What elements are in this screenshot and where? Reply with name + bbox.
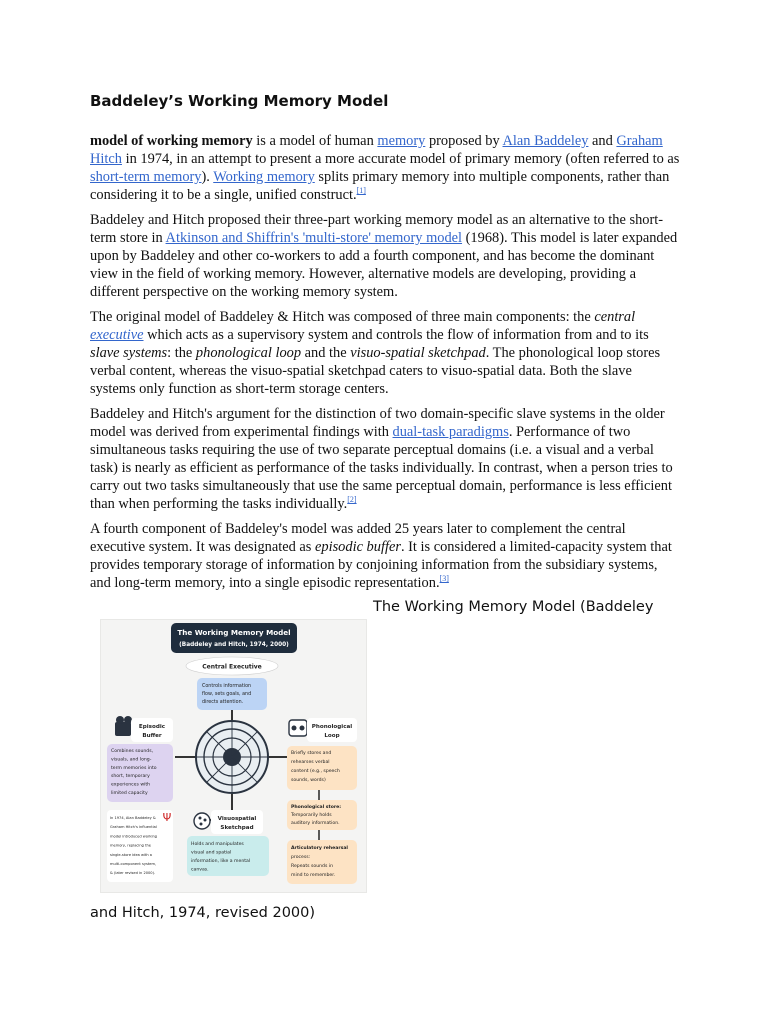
svg-text:Episodic: Episodic: [138, 724, 166, 730]
rehearsal_desc-line: Repeats sounds in: [291, 864, 334, 869]
paragraph-proposal: Baddeley and Hitch proposed their three-part working memory model as an alternative to the short-term store in Atkinson and Shiffrin's 'multi-store' memory model (1968). This model is later expanded upon by Baddeley and other co-workers to add a fourth component, and has become the dominant view in the field of working memory. However, alternative models are developing, providing a different perspective on the working memory system.: [90, 212, 678, 300]
note_desc-line: single-store idea with a: [110, 852, 152, 857]
svg-text:flow, sets goals, and: flow, sets goals, and: [202, 692, 252, 697]
buffer_desc-line: short, temporary: [111, 774, 150, 780]
working-memory-diagram: [100, 619, 367, 893]
note_desc-line: model introduced working: [110, 834, 158, 839]
psi-symbol: Ψ: [162, 811, 172, 824]
loop_desc-line: Briefly stores and: [291, 751, 332, 756]
buffer_desc-line: term memories into: [111, 765, 157, 771]
note_desc-line: memory, replacing the: [110, 843, 151, 848]
rehearsal_desc-line: mind to remember.: [291, 873, 336, 878]
bold-term: model of working memory: [90, 133, 253, 149]
note_desc-line: In 1974, Alan Baddeley &: [110, 816, 156, 820]
note_desc-line: & (later revised in 2000).: [110, 871, 156, 876]
brain-icon: [196, 721, 268, 793]
store_desc-line: Temporarily holds: [291, 813, 332, 818]
store_desc-line: Phonological store:: [291, 805, 342, 810]
link-alan-baddeley[interactable]: Alan Baddeley: [502, 133, 589, 149]
diagram-svg: [101, 620, 366, 892]
svg-text:Sketchpad: Sketchpad: [220, 825, 254, 831]
link-memory[interactable]: memory: [377, 133, 426, 149]
sketch_desc-line: visual and spatial: [191, 850, 232, 856]
link-atkinson-shiffrin[interactable]: Atkinson and Shiffrin's 'multi-store' memory model: [165, 230, 463, 246]
paragraph-components: The original model of Baddeley & Hitch was composed of three main components: the central executive which acts as a supervisory system and controls the flow of information from and to its slave systems: the phonological loop and the visuo-spatial sketchpad. The phonological loop stores verbal content, whereas the visuo-spatial sketchpad caters to visuo-spatial data. Both the slave systems only function as short-term storage centers.: [90, 309, 661, 397]
sketch_desc-line: Holds and manipulates: [191, 842, 244, 847]
svg-text:Controls information: Controls information: [202, 684, 252, 689]
tape-recorder-icon: [289, 720, 307, 736]
store_desc-line: auditory information.: [291, 821, 340, 826]
sketch_desc-line: information, like a mental: [191, 859, 251, 864]
loop_desc-line: content (e.g., speech: [291, 769, 340, 774]
loop_desc-line: rehearses verbal: [291, 760, 330, 765]
paragraph-intro: model of working memory is a model of human memory proposed by Alan Baddeley and Graham Hitch in 1974, in an attempt to present a more accurate model of primary memory (often referred to as short-term memory). Working memory splits primary memory into multiple components, rather than considering it to be a single, unified construct.[1]: [90, 133, 680, 203]
buffer_desc-line: visuals, and long-: [111, 757, 152, 763]
figure-caption-line2: and Hitch, 1974, revised 2000): [90, 905, 316, 921]
paragraph-episodic-buffer: A fourth component of Baddeley's model was added 25 years later to complement the central executive system. It was designated as episodic buffer. It is considered a limited-capacity system that provides temporary storage of information by conjoining information from the subsidiary systems, and long-term memory, into a single episodic representation.[3]: [90, 521, 672, 591]
central-executive-label: Central Executive: [202, 663, 262, 671]
link-graham-hitch[interactable]: Graham Hitch: [90, 133, 663, 167]
rehearsal_desc-line: process:: [291, 855, 311, 860]
note_desc-line: multi-component system,: [110, 862, 157, 866]
svg-text:Visuospatial: Visuospatial: [217, 816, 257, 822]
diagram-subtitle: (Baddeley and Hitch, 1974, 2000): [179, 642, 289, 648]
buffer_desc-line: limited capacity: [111, 791, 148, 796]
svg-text:Loop: Loop: [324, 733, 340, 739]
link-executive[interactable]: executive: [90, 327, 144, 343]
note_desc-line: Graham Hitch's influential: [110, 825, 157, 830]
diagram-title: The Working Memory Model: [177, 628, 291, 637]
buffer_desc-line: Combines sounds,: [111, 749, 154, 754]
reference-3[interactable]: [3]: [439, 574, 449, 584]
paragraph-dual-task: Baddeley and Hitch's argument for the distinction of two domain-specific slave systems in the older model was derived from experimental findings with dual-task paradigms. Performance of two simultaneous tasks requiring the use of two separate perceptual domains (i.e. a visual and a verbal task) is nearly as efficient as performance of the tasks individually. In contrast, when a person tries to carry out two tasks simultaneously that use the same perceptual domain, performance is less efficient than when performing the tasks individually.[2]: [90, 406, 673, 512]
svg-text:Buffer: Buffer: [142, 733, 162, 739]
svg-text:Phonological: Phonological: [311, 724, 353, 730]
link-short-term-memory[interactable]: short-term memory: [90, 169, 202, 185]
film-camera-icon: [115, 716, 132, 736]
link-dual-task-paradigms[interactable]: dual-task paradigms: [392, 424, 509, 440]
figure-caption-line1: The Working Memory Model (Baddeley: [373, 599, 654, 615]
rehearsal_desc-line: Articulatory rehearsal: [291, 846, 349, 851]
figure: [90, 599, 680, 919]
sketchpad-icon: [194, 813, 210, 829]
svg-text:directs attention.: directs attention.: [202, 700, 244, 705]
article: [90, 92, 680, 919]
sketch_desc-line: canvas.: [191, 867, 209, 873]
link-working-memory[interactable]: Working memory: [213, 169, 315, 185]
reference-2[interactable]: [2]: [347, 495, 357, 505]
reference-1[interactable]: [1]: [356, 186, 366, 196]
loop_desc-line: sounds, words): [291, 778, 326, 783]
page-title: Baddeley’s Working Memory Model: [90, 92, 389, 110]
buffer_desc-line: experiences with: [111, 782, 151, 788]
